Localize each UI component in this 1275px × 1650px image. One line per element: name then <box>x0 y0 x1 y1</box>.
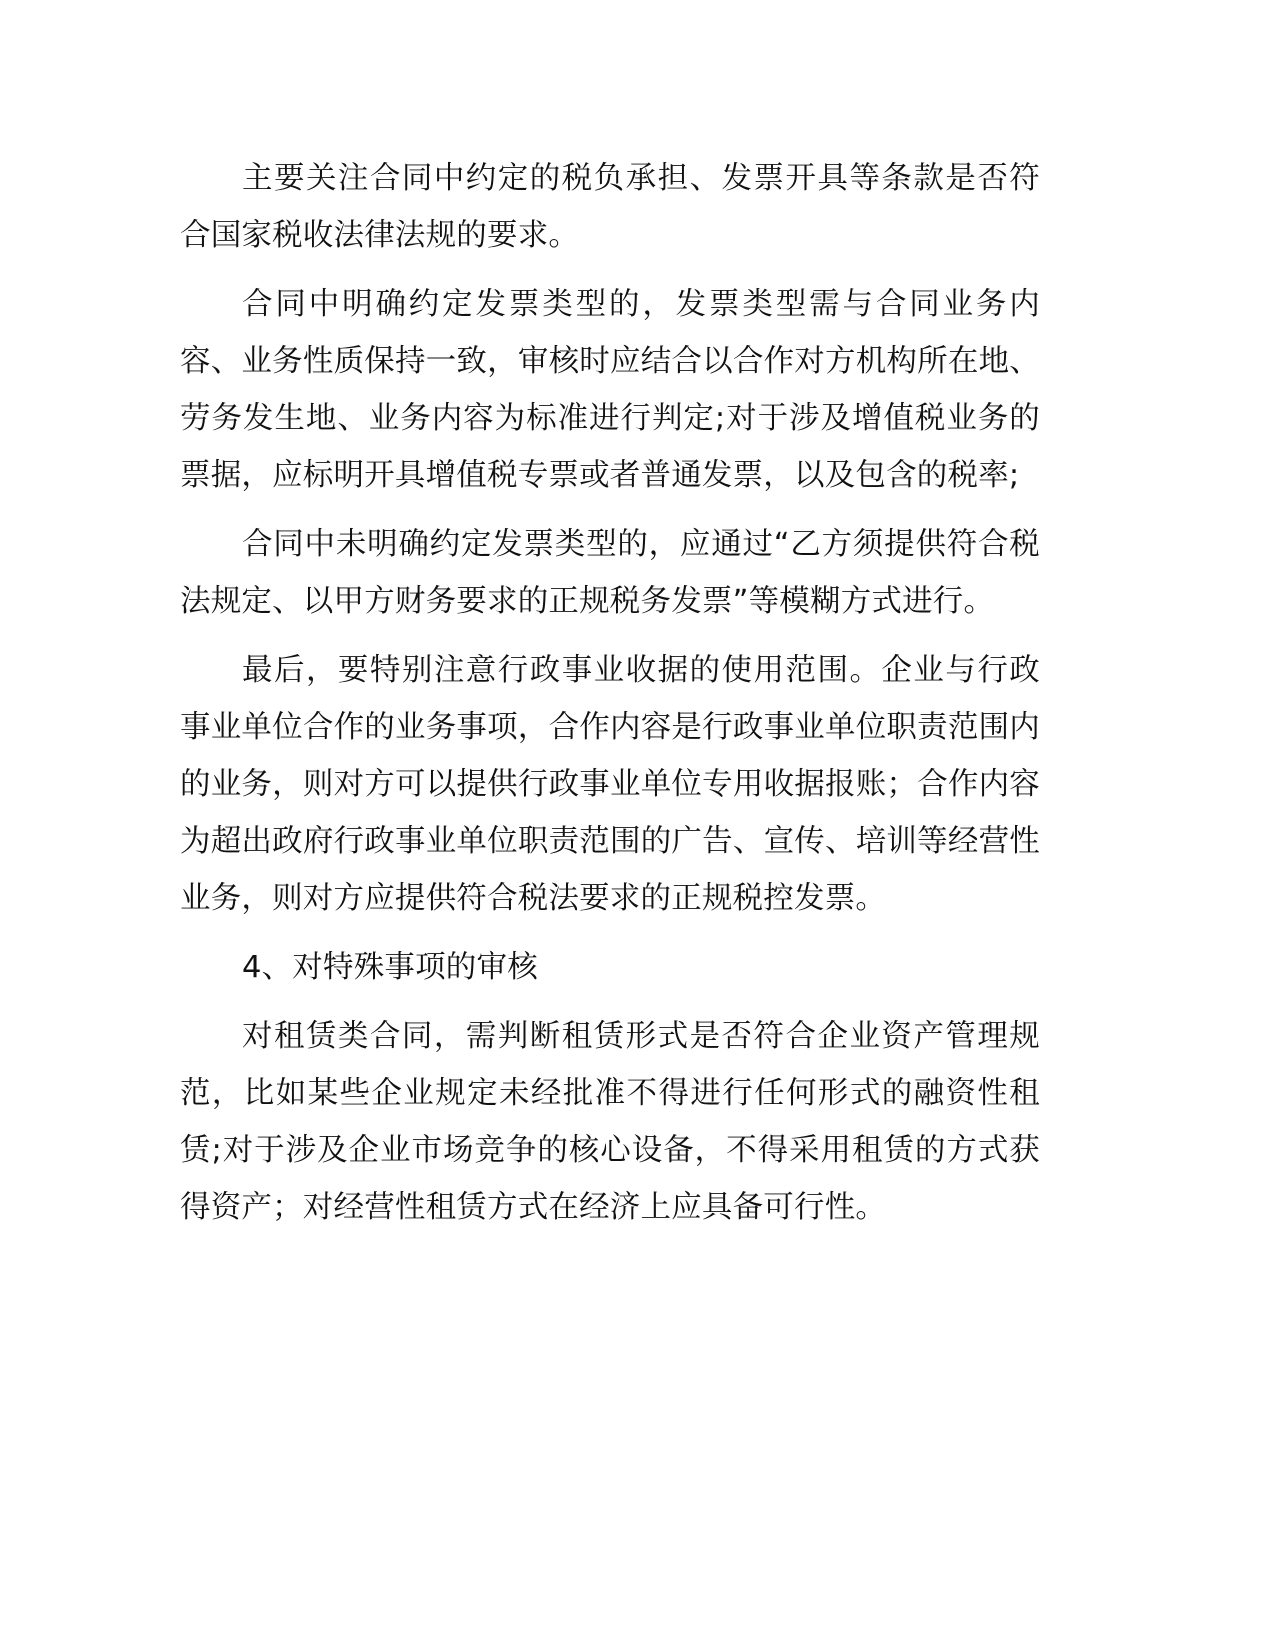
paragraph-administrative-receipts: 最后，要特别注意行政事业收据的使用范围。企业与行政事业单位合作的业务事项，合作内容是行政事业单位职责范围内的业务，则对方可以提供行政事业单位专用收据报账；合作内容为超出政府行政事业单位职责范围的广告、宣传、培训等经营性业务，则对方应提供符合税法要求的正规税控发票。 <box>180 653 1040 916</box>
paragraph-invoice-type-specified: 合同中明确约定发票类型的，发票类型需与合同业务内容、业务性质保持一致，审核时应结合以合作对方机构所在地、劳务发生地、业务内容为标准进行判定;对于涉及增值税业务的票据，应标明开具增值税专票或者普通发票，以及包含的税率; <box>180 287 1040 493</box>
section-heading-special-items: 4、对特殊事项的审核 <box>242 950 538 985</box>
paragraph-invoice-type-unspecified: 合同中未明确约定发票类型的，应通过“乙方须提供符合税法规定、以甲方财务要求的正规税务发票”等模糊方式进行。 <box>180 527 1040 619</box>
document-body <box>180 150 1040 1248</box>
paragraph-lease-contracts: 对租赁类合同，需判断租赁形式是否符合企业资产管理规范，比如某些企业规定未经批准不得进行任何形式的融资性租赁;对于涉及企业市场竞争的核心设备，不得采用租赁的方式获得资产；对经营性租赁方式在经济上应具备可行性。 <box>180 1019 1040 1225</box>
paragraph-tax-terms: 主要关注合同中约定的税负承担、发票开具等条款是否符合国家税收法律法规的要求。 <box>180 161 1040 253</box>
